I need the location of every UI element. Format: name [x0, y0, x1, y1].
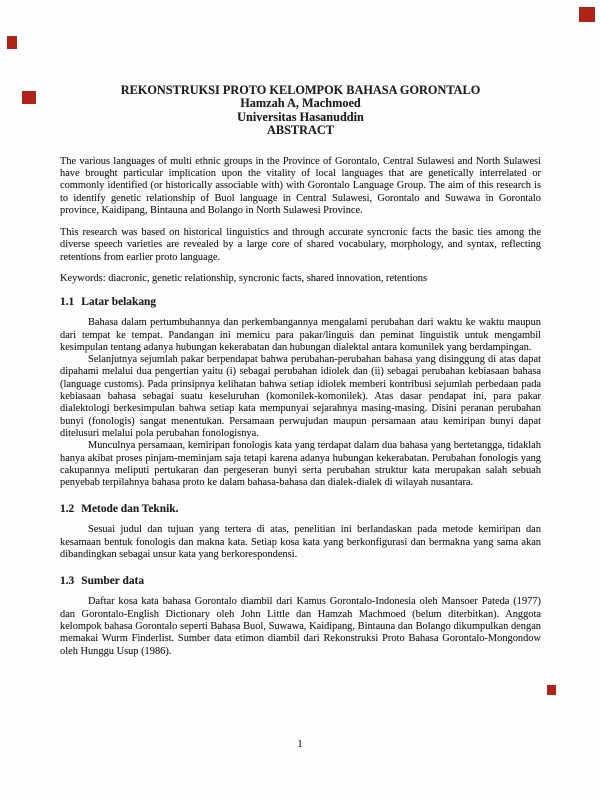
section-metode-dan-teknik: [60, 503, 541, 561]
scan-artifact-bottom-right: [547, 685, 556, 695]
paper-affiliation: Universitas Hasanuddin: [237, 109, 364, 124]
scan-artifact-top-right: [579, 7, 595, 22]
scan-artifact-top-left: [7, 36, 17, 49]
paper-author: Hamzah A, Machmoed: [240, 96, 361, 111]
scan-artifact-left-margin: [22, 91, 36, 104]
document-content: [60, 84, 541, 658]
section-body-1-1: [60, 317, 541, 489]
abstract-paragraph-1: The various languages of multi ethnic groups in the Province of Gorontalo, Central Sulawesi and North Sulawesi have brought particular implication upon the vitality of local languages that are genetically interrelated or commonly identified (or historically associable with) with Gorontalo Language Group. The aim of this research is to identify genetic relationship of Buol language in Central Sulawesi, Gorontalo and Suwawa in Gorontalo province, Kaidipang, Bintauna and Bolango in North Sulawesi Province.: [60, 155, 541, 216]
title-block: [60, 84, 541, 138]
section-heading-1-3: [60, 575, 541, 588]
abstract-heading: ABSTRACT: [267, 123, 334, 138]
paper-title: REKONSTRUKSI PROTO KELOMPOK BAHASA GORONTALO: [120, 83, 481, 97]
paragraph: Selanjutnya sejumlah pakar berpendapat bahwa perubahan-perubahan bahasa yang disinggung di atas dapat dipahami melalui dua pengertian yaitu (i) sebagai perubahan idiolek dan (ii) sebagai perubahan kebiasaan bahasa (language customs). Pada prinsipnya kelihatan bahwa setiap idiolek memberi kontribusi sejumlah perbedaan pada kebiasaan bahasa sebagai suatu keseluruhan (komonilek-komonilek). Atas dasar pendapat ini, para pakar dialektologi berkesimpulan bahwa setiap kata mempunyai sejarahnya masing-masing. Disini peranan perubahan bunyi (fonologis) sangat menentukan. Persamaan perwujudan maupun persamaan atau kemiripan bunyi dapat ditelusuri melalui pola perubahan fonologisnya.: [60, 354, 541, 439]
section-body-1-3: [60, 596, 541, 657]
abstract-section: [60, 156, 541, 286]
paragraph: Bahasa dalam pertumbuhannya dan perkembangannya mengalami perubahan dari waktu ke waktu maupun dari tempat ke tempat. Pandangan ini memicu para pakar/linguis dan peminat linguistik untuk mengambil kesimpulan tentang adanya hubungan kekerabatan dan hubungan dialektal antara komunilek yang berdampingan.: [60, 317, 541, 353]
paragraph: Munculnya persamaan, kemiripan fonologis kata yang terdapat dalam dua bahasa yang bertetangga, tidaklah hanya akibat proses pinjam-meminjam saja tetapi karena adanya hubungan kekerabatan. Perubahan fonologis yang cakupannya meliputi pertukaran dan pergeseran bunyi serta perubahan struktur kata merupakan salah sebuah penyebab terpilahnya bahasa proto ke dalam bahasa-bahasa dan dialek-dialek di wilayah nusantara.: [60, 440, 541, 489]
section-heading-1-2: [60, 503, 541, 516]
section-number: 1.3: [60, 575, 75, 588]
keywords-line: Keywords: diacronic, genetic relationship, syncronic facts, shared innovation, retentions: [60, 273, 428, 284]
paragraph: Daftar kosa kata bahasa Gorontalo diambil dari Kamus Gorontalo-Indonesia oleh Mansoer Pateda (1977) dan Gorontalo-English Dictionary oleh John Little dan Hamzah Machmoed (belum diterbitkan). Anggota kelompok bahasa Gorontalo seperti Bahasa Buol, Suwawa, Kaidipang, Bintauna dan Bolango dikumpulkan dengan memakai Wurm Finderlist. Sumber data etimon diambil dari Rekonstruksi Proto Bahasa Gorontalo-Mongondow oleh Hunggu Usup (1986).: [60, 596, 541, 657]
section-sumber-data: [60, 575, 541, 657]
paragraph: Sesuai judul dan tujuan yang tertera di atas, penelitian ini berlandaskan pada metode kemiripan dan kesamaan bentuk fonologis dan makna kata. Setiap kosa kata yang berkonfigurasi dan bermakna yang sama akan dibandingkan sebagai unsur kata yang berkorespondensi.: [60, 524, 541, 561]
section-number: 1.1: [60, 296, 75, 309]
section-body-1-2: [60, 524, 541, 561]
section-latar-belakang: [60, 296, 541, 489]
section-number: 1.2: [60, 503, 75, 516]
section-title: Sumber data: [81, 575, 145, 588]
abstract-paragraph-2: This research was based on historical linguistics and through accurate syncronic facts the basic ties among the diverse speech varieties are revealed by a large core of shared vocabulary, morphology, and syntax, reflecting retentions from earlier proto language.: [60, 227, 541, 263]
section-heading-1-1: [60, 296, 541, 309]
page-number: 1: [297, 738, 303, 750]
section-title: Metode dan Teknik.: [81, 503, 179, 516]
section-title: Latar belakang: [81, 296, 157, 309]
